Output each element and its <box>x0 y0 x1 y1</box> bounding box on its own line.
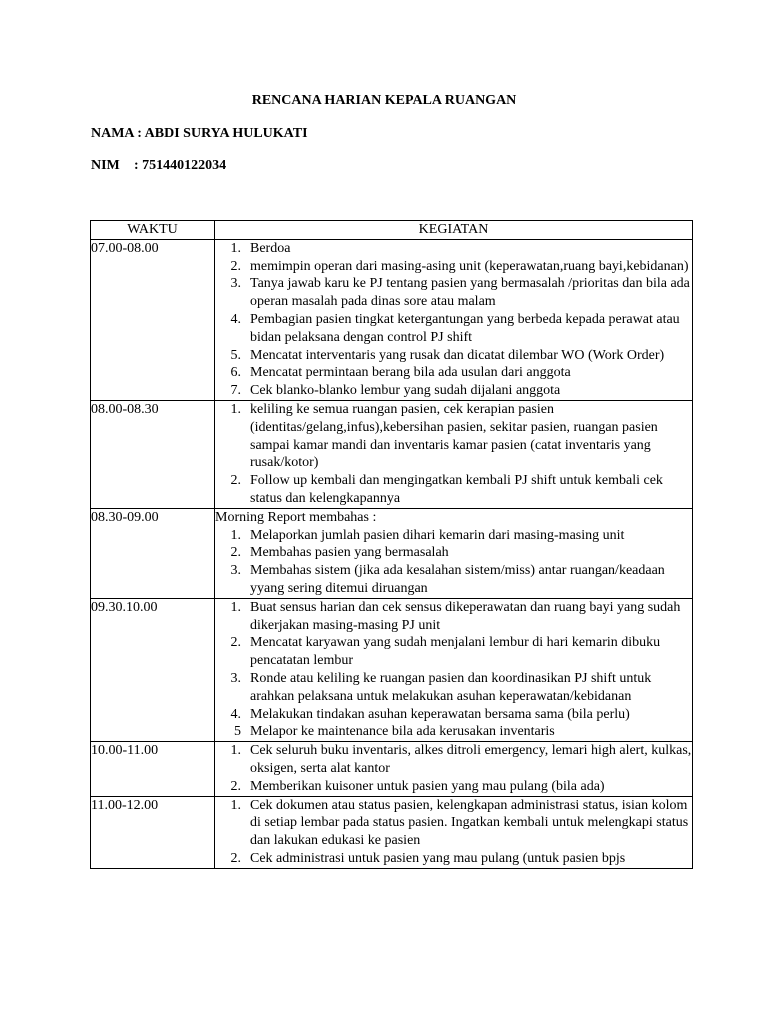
activity-list <box>215 401 692 508</box>
activity-item-number: 5. <box>230 347 241 363</box>
activity-list <box>215 742 692 795</box>
activity-item <box>215 472 692 508</box>
activity-item-text: Pembagian pasien tingkat ketergantungan yang berbeda kepada perawat atau bidan pelaksana dengan control PJ shift <box>250 311 680 345</box>
activity-item-text: keliling ke semua ruangan pasien, cek kerapian pasien (identitas/gelang,infus),kebersihan pasien, sekitar pasien, ruangan pasien sampai kamar mandi dan inventaris kamar pasien (catat inventaris yang rusak/kotor) <box>250 401 658 471</box>
activity-item-text: Membahas sistem (jika ada kesalahan sistem/miss) antar ruangan/keadaan yyang sering ditemui diruangan <box>250 563 665 596</box>
time-cell: 10.00-11.00 <box>91 742 215 796</box>
activity-item-text: Melaporkan jumlah pasien dihari kemarin dari masing-masing unit <box>250 527 625 543</box>
activity-item-text: Berdoa <box>250 240 291 256</box>
activity-item-number: 4. <box>230 311 241 327</box>
time-cell: 11.00-12.00 <box>91 796 215 868</box>
activity-item-text: Memberikan kuisoner untuk pasien yang mau pulang (bila ada) <box>250 778 605 794</box>
activity-item-text: Cek blanko-blanko lembur yang sudah dijalani anggota <box>250 383 561 399</box>
activity-item <box>215 634 692 670</box>
activity-item <box>215 240 692 258</box>
activity-cell <box>215 508 693 598</box>
activity-item <box>215 258 692 276</box>
document-title: RENCANA HARIAN KEPALA RUANGAN <box>251 93 517 108</box>
activity-item-text: memimpin operan dari masing-asing unit (keperawatan,ruang bayi,kebidanan) <box>250 258 689 274</box>
activity-item <box>215 347 692 365</box>
activity-item-number: 2. <box>230 473 241 489</box>
activity-item-number: 2. <box>230 778 241 794</box>
activity-item <box>215 599 692 635</box>
header-activity: KEGIATAN <box>215 221 693 240</box>
table-row <box>91 742 693 796</box>
activity-cell <box>215 400 693 508</box>
activity-item <box>215 742 692 778</box>
daily-plan-table <box>90 220 693 869</box>
activity-cell <box>215 742 693 796</box>
activity-item-text: Melapor ke maintenance bila ada kerusakan inventaris <box>250 724 555 740</box>
activity-item-text: Ronde atau keliling ke ruangan pasien dan koordinasikan PJ shift untuk arahkan pelaksana untuk melakukan asuhan keperawatan/kebidanan <box>250 670 652 704</box>
activity-item <box>215 311 692 347</box>
activity-item-text: Tanya jawab karu ke PJ tentang pasien yang bermasalah /prioritas dan bila ada operan masalah pada dinas sore atau malam <box>250 276 690 310</box>
activity-item <box>215 850 692 868</box>
time-cell: 09.30.10.00 <box>91 598 215 741</box>
activity-cell <box>215 796 693 868</box>
student-name-line: NAMA : ABDI SURYA HULUKATI <box>91 126 308 141</box>
activity-item-number: 1. <box>230 599 241 615</box>
activity-item-text: Mencatat permintaan berang bila ada usulan dari anggota <box>250 365 571 381</box>
activity-item <box>215 364 692 382</box>
activity-item-text: Cek seluruh buku inventaris, alkes ditroli emergency, lemari high alert, kulkas, oksigen, serta alat kantor <box>250 743 692 776</box>
activity-item-text: Cek dokumen atau status pasien, kelengkapan administrasi status, isian kolom di setiap lembar pada status pasien. Ingatkan kembali untuk melengkapi status dan lakukan edukasi ke pasien <box>250 797 689 849</box>
activity-item <box>215 778 692 796</box>
activity-item-text: Follow up kembali dan mengingatkan kembali PJ shift untuk kembali cek status dan kelengkapannya <box>250 473 663 506</box>
activity-item-text: Buat sensus harian dan cek sensus dikeperawatan dan ruang bayi yang sudah dikerjakan masing-masing PJ unit <box>250 599 681 633</box>
activity-item-number: 1. <box>230 527 241 543</box>
nim-label: NIM <box>91 158 120 173</box>
activity-item <box>215 527 692 545</box>
table-row <box>91 796 693 868</box>
activity-item-number: 1. <box>230 743 241 759</box>
time-cell: 08.00-08.30 <box>91 400 215 508</box>
activity-item <box>215 401 692 472</box>
activity-item-text: Melakukan tindakan asuhan keperawatan bersama sama (bila perlu) <box>250 706 630 722</box>
activity-item-number: 6. <box>230 365 241 381</box>
activity-item <box>215 275 692 311</box>
activity-item <box>215 382 692 400</box>
activity-item-text: Membahas pasien yang bermasalah <box>250 545 449 561</box>
activity-list <box>215 240 692 400</box>
table-row <box>91 239 693 400</box>
activity-item-number: 1. <box>230 240 241 256</box>
activity-item-number: 2. <box>230 258 241 274</box>
activity-item-number: 3. <box>230 276 241 292</box>
activity-intro: Morning Report membahas : <box>215 509 377 525</box>
activity-item-number: 1. <box>230 797 241 813</box>
activity-item <box>215 706 692 724</box>
time-cell: 08.30-09.00 <box>91 508 215 598</box>
table-row <box>91 598 693 741</box>
student-nim-line <box>91 157 226 175</box>
activity-item-number: 3. <box>230 670 241 686</box>
activity-item-number: 5 <box>234 724 241 740</box>
activity-item <box>215 670 692 706</box>
activity-item-text: Mencatat interventaris yang rusak dan dicatat dilembar WO (Work Order) <box>250 347 665 363</box>
activity-list <box>215 527 692 598</box>
activity-cell <box>215 598 693 741</box>
activity-item-text: Mencatat karyawan yang sudah menjalani lembur di hari kemarin dibuku pencatatan lembur <box>250 635 661 669</box>
activity-item-number: 3. <box>230 563 241 579</box>
activity-item-number: 7. <box>230 383 241 399</box>
activity-item-number: 2. <box>230 545 241 561</box>
activity-list <box>215 599 692 741</box>
table-row <box>91 400 693 508</box>
activity-item-number: 1. <box>230 401 241 417</box>
activity-item <box>215 797 692 850</box>
time-cell: 07.00-08.00 <box>91 239 215 400</box>
nim-value: : 751440122034 <box>134 158 227 173</box>
activity-item <box>215 723 692 741</box>
activity-item <box>215 562 692 598</box>
activity-list <box>215 797 692 868</box>
header-time: WAKTU <box>91 221 215 240</box>
table-header-row <box>91 221 693 240</box>
activity-item-number: 2. <box>230 635 241 651</box>
activity-item <box>215 544 692 562</box>
activity-item-text: Cek administrasi untuk pasien yang mau pulang (untuk pasien bpjs <box>250 850 626 866</box>
activity-item-number: 2. <box>230 850 241 866</box>
activity-item-number: 4. <box>230 706 241 722</box>
activity-cell <box>215 239 693 400</box>
table-row <box>91 508 693 598</box>
